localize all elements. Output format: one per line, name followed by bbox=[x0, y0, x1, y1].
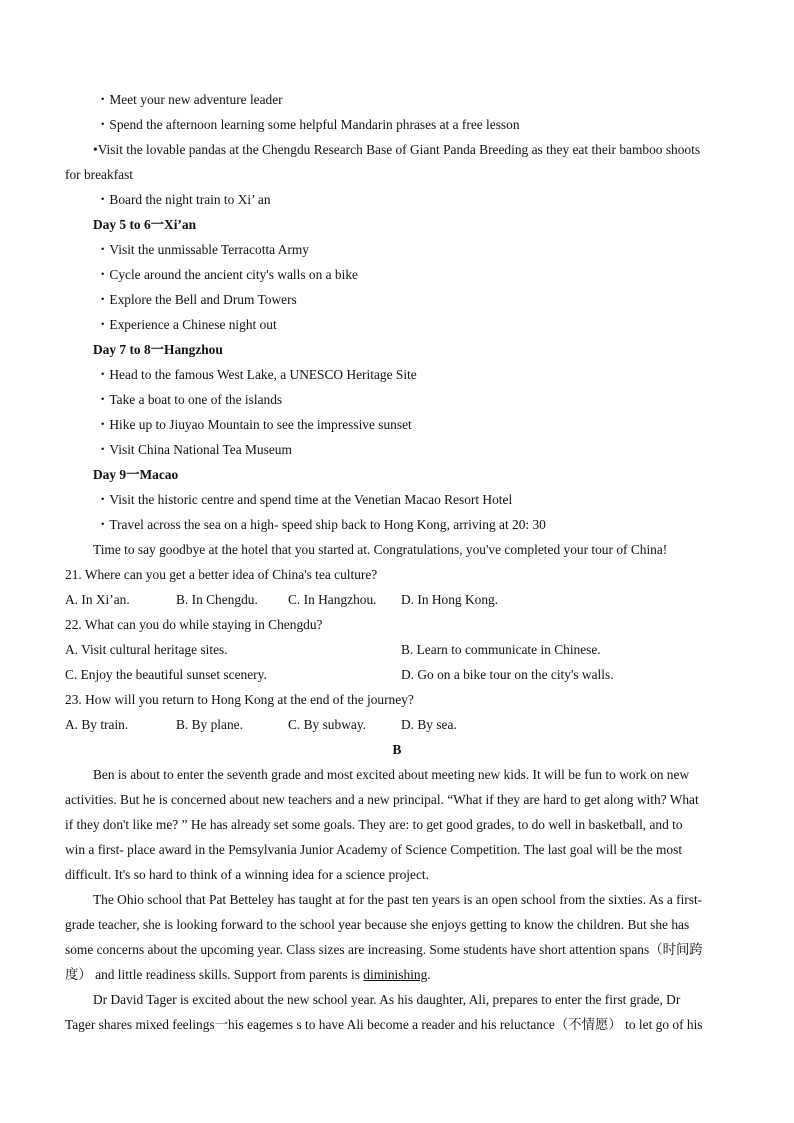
q22-option-d: D. Go on a bike tour on the city's walls. bbox=[401, 667, 614, 682]
q22-option-b: B. Learn to communicate in Chinese. bbox=[401, 642, 601, 657]
section-b-heading: B bbox=[392, 742, 402, 757]
day-heading-hangzhou: Day 7 to 8一Hangzhou bbox=[93, 342, 223, 357]
bullet-pandas: •Visit the lovable pandas at the Chengdu Research Base of Giant Panda Breeding as they eat their bamboo shoots bbox=[93, 142, 701, 157]
passage-b-p2-line4 bbox=[65, 966, 735, 984]
bullet-pandas-cont: for breakfast bbox=[65, 167, 134, 182]
q21-option-a: A. In Xi’an. bbox=[65, 592, 130, 607]
bullet-ship: ・Travel across the sea on a high- speed ship back to Hong Kong, arriving at 20: 30 bbox=[96, 517, 546, 532]
passage-b-p2-line1: The Ohio school that Pat Betteley has taught at for the past ten years is an open school from the sixties. As a first- bbox=[93, 892, 703, 907]
bullet-terracotta: ・Visit the unmissable Terracotta Army bbox=[96, 242, 309, 257]
bullet-cycle-walls: ・Cycle around the ancient city's walls on a bike bbox=[96, 267, 358, 282]
passage-b-p1-line5: difficult. It's so hard to think of a winning idea for a science project. bbox=[65, 867, 429, 882]
passage-b-p3-line1: Dr David Tager is excited about the new school year. As his daughter, Ali, prepares to enter the first grade, Dr bbox=[93, 992, 681, 1007]
q23-option-d: D. By sea. bbox=[401, 717, 457, 732]
question-21: 21. Where can you get a better idea of China's tea culture? bbox=[65, 567, 378, 582]
q23-option-a: A. By train. bbox=[65, 717, 129, 732]
bullet-bell-drum: ・Explore the Bell and Drum Towers bbox=[96, 292, 297, 307]
q22-option-c: C. Enjoy the beautiful sunset scenery. bbox=[65, 667, 267, 682]
q23-option-b: B. By plane. bbox=[176, 717, 243, 732]
closing-text: Time to say goodbye at the hotel that you started at. Congratulations, you've completed your tour of China! bbox=[93, 542, 668, 557]
p2-line4-prefix: 度） and little readiness skills. Support from parents is bbox=[65, 967, 364, 982]
passage-b-p1-line1: Ben is about to enter the seventh grade and most excited about meeting new kids. It will be fun to work on new bbox=[93, 767, 690, 782]
bullet-boat: ・Take a boat to one of the islands bbox=[96, 392, 283, 407]
day-heading-xian: Day 5 to 6一Xi’an bbox=[93, 217, 197, 232]
q23-option-c: C. By subway. bbox=[288, 717, 366, 732]
bullet-night-train: ・Board the night train to Xi’ an bbox=[96, 192, 271, 207]
question-22: 22. What can you do while staying in Chengdu? bbox=[65, 617, 323, 632]
passage-b-p2-line2: grade teacher, she is looking forward to the school year because she enjoys getting to know the children. But she has bbox=[65, 917, 690, 932]
q21-option-d: D. In Hong Kong. bbox=[401, 592, 499, 607]
passage-b-p3-line2: Tager shares mixed feelings一his eagemes s to have Ali become a reader and his reluctance（不情愿） to let go of his bbox=[65, 1017, 703, 1032]
bullet-jiuyao: ・Hike up to Jiuyao Mountain to see the impressive sunset bbox=[96, 417, 412, 432]
bullet-night-out: ・Experience a Chinese night out bbox=[96, 317, 277, 332]
question-23: 23. How will you return to Hong Kong at the end of the journey? bbox=[65, 692, 414, 707]
passage-b-p1-line4: win a first- place award in the Pemsylvania Junior Academy of Science Competition. The last goal will be the most bbox=[65, 842, 683, 857]
passage-b-p1-line3: if they don't like me? ” He has already set some goals. They are: to get good grades, to do well in basketball, and to bbox=[65, 817, 683, 832]
p2-line4-suffix: . bbox=[427, 967, 431, 982]
bullet-mandarin-lesson: ・Spend the afternoon learning some helpful Mandarin phrases at a free lesson bbox=[96, 117, 520, 132]
bullet-west-lake: ・Head to the famous West Lake, a UNESCO Heritage Site bbox=[96, 367, 417, 382]
day-heading-macao: Day 9一Macao bbox=[93, 467, 179, 482]
underlined-word-diminishing: diminishing bbox=[363, 967, 428, 982]
passage-b-p2-line3: some concerns about the upcoming year. Class sizes are increasing. Some students have short attention spans（时间跨 bbox=[65, 942, 703, 957]
passage-b-p1-line2: activities. But he is concerned about new teachers and a new principal. “What if they are hard to get along with? What bbox=[65, 792, 699, 807]
q22-option-a: A. Visit cultural heritage sites. bbox=[65, 642, 228, 657]
bullet-venetian: ・Visit the historic centre and spend time at the Venetian Macao Resort Hotel bbox=[96, 492, 513, 507]
q21-option-b: B. In Chengdu. bbox=[176, 592, 258, 607]
q21-option-c: C. In Hangzhou. bbox=[288, 592, 377, 607]
bullet-meet-leader: ・Meet your new adventure leader bbox=[96, 92, 283, 107]
bullet-tea-museum: ・Visit China National Tea Museum bbox=[96, 442, 292, 457]
